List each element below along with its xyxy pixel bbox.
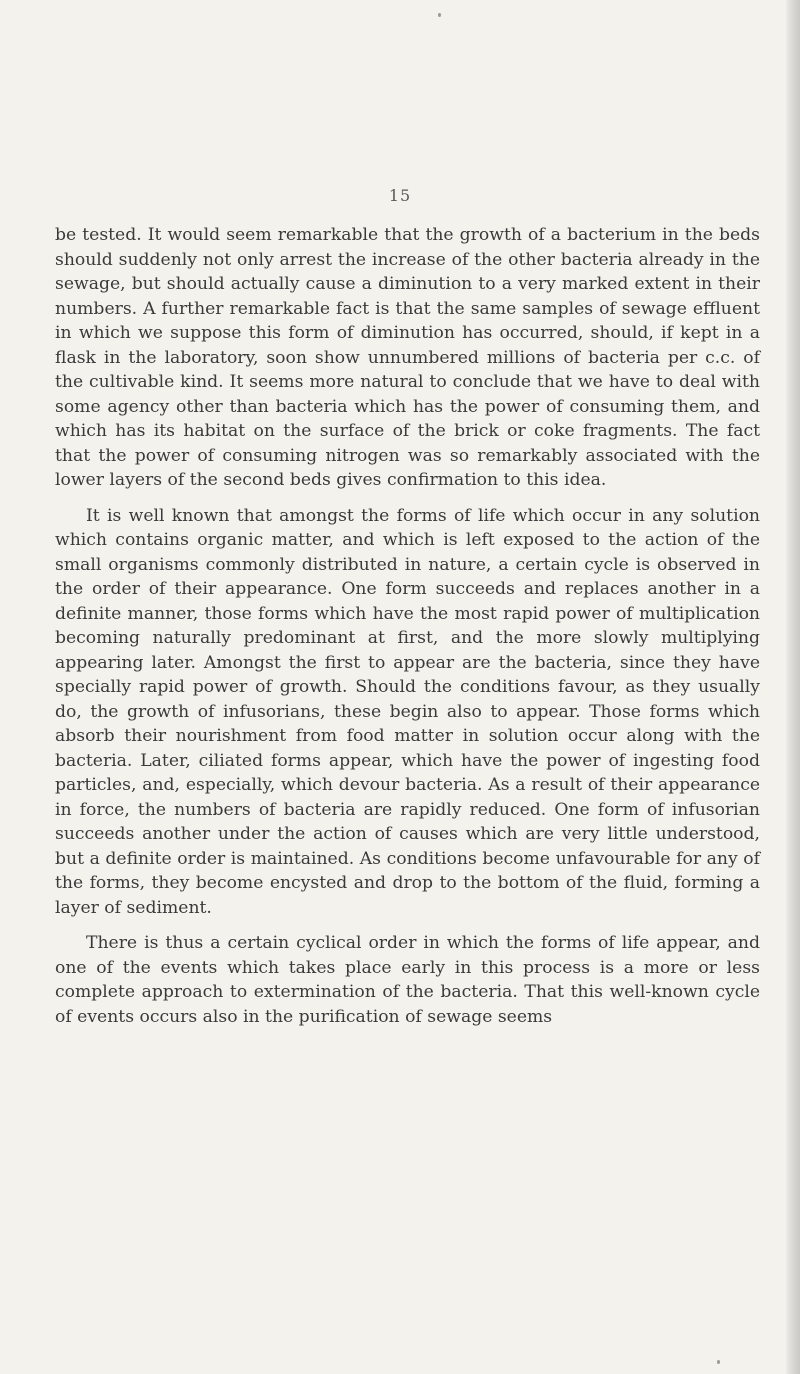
paper-speck [717, 1360, 720, 1364]
paragraph-3: There is thus a certain cyclical order in which the forms of life appear, and one of the events which takes place early in this process is a more or less complete approach to extermination of the bacteria. That this well-known cycle of events occurs also in the purification of sewage seems [55, 933, 760, 1027]
paragraph-1: be tested. It would seem remarkable that the growth of a bacterium in the beds should suddenly not only arrest the increase of the other bacteria already in the sewage, but should actually cause a diminution to a very marked extent in their numbers. A further remarkable fact is that the same samples of sewage effluent in which we suppose this form of diminution has occurred, should, if kept in a flask in the laboratory, soon show unnumbered millions of bacteria per c.c. of the cultivable kind. It seems more natural to conclude that we have to deal with some agency other than bacteria which has the power of consuming them, and which has its habitat on the surface of the brick or coke fragments. The fact that the power of consuming nitrogen was so remarkably associated with the lower layers of the second beds gives confirmation to this idea. [55, 225, 760, 490]
paragraph-2: It is well known that amongst the forms of life which occur in any solution which contains organic matter, and which is left exposed to the action of the small organisms commonly distributed in nature, a certain cycle is observed in the order of their appearance. One form succeeds and replaces another in a definite manner, those forms which have the most rapid power of multiplication becoming naturally predominant at first, and the more slowly multiplying appearing later. Amongst the first to appear are the bacteria, since they have specially rapid power of growth. Should the conditions favour, as they usually do, the growth of infusorians, these begin also to appear. Those forms which absorb their nourishment from food matter in solution occur along with the bacteria. Later, ciliated forms appear, which have the power of ingesting food particles, and, especially, which devour bacteria. As a result of their appearance in force, the numbers of bacteria are rapidly reduced. One form of infusorian succeeds another under the action of causes which are very little understood, but a definite order is maintained. As conditions become unfavourable for any of the forms, they become encysted and drop to the bottom of the fluid, forming a layer of sediment. [55, 505, 760, 918]
paper-speck [438, 13, 441, 17]
page-number: 15 [388, 186, 412, 205]
body-text [55, 223, 760, 1029]
page-edge-shadow [786, 0, 800, 1374]
